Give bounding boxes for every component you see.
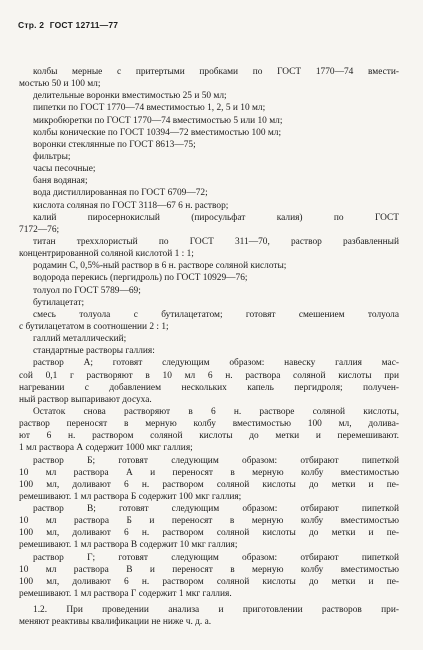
text-line: пипетки по ГОСТ 1770—74 вместимостью 1, 2, 5 и 10 мл; — [33, 103, 266, 114]
text-line: микробюретки по ГОСТ 1770—74 вместимостью 5 или 10 мл; — [33, 115, 283, 126]
page-header — [18, 20, 121, 30]
text-line: делительные воронки вместимостью 25 и 50 мл; — [33, 91, 227, 102]
text-line: мостью 50 и 100 мл; — [19, 79, 101, 90]
text-line: сой 0,1 г растворяют в 10 мл 6 н. раствора соляной кислоты при — [19, 370, 399, 381]
text-line: ют 6 н. раствором соляной кислоты до метки и перемешивают. — [19, 431, 399, 442]
text-line: стандартные растворы галлия: — [33, 346, 155, 357]
text-line: колбы конические по ГОСТ 10394—72 вместимостью 100 мл; — [33, 127, 282, 138]
text-line: смесь толуола с бутилацетатом; готовят смешением толуола — [33, 309, 399, 320]
text-line: колбы мерные с притертыми пробками по ГОСТ 1770—74 вмести- — [33, 67, 399, 77]
text-line: ремешивают. 1 мл раствора Г содержит 1 мкг галлия. — [19, 589, 232, 600]
text-line: раствор переносят в мерную колбу вместимостью 100 мл, долива- — [19, 419, 399, 430]
text-line: ремешивают. 1 мл раствора Б содержит 100 мкг галлия; — [19, 491, 242, 502]
text-line: 10 мл раствора В и переносят в мерную колбу вместимостью — [19, 564, 399, 575]
text-line: раствор Б; готовят следующим образом: отбирают пипеткой — [33, 455, 399, 466]
text-line: концентрированной соляной кислотой 1 : 1; — [19, 249, 194, 260]
text-line: 10 мл раствора Б и переносят в мерную колбу вместимостью — [19, 516, 399, 527]
text-line: ремешивают. 1 мл раствора В содержит 10 мкг галлия; — [19, 540, 238, 551]
text-line: родамин С, 0,5%-ный раствор в 6 н. растворе соляной кислоты; — [33, 261, 287, 272]
text-line: Остаток снова растворяют в 6 н. растворе соляной кислоты, — [33, 406, 399, 417]
text-line: часы песочные; — [33, 164, 96, 175]
page-label: Стр. 2 — [18, 20, 45, 30]
text-line: 10 мл раствора А и переносят в мерную колбу вместимостью — [19, 467, 399, 478]
text-line: калий пиросернокислый (пиросульфат калия) по ГОСТ — [33, 212, 399, 223]
text-line: 1 мл раствора А содержит 1000 мкг галлия; — [19, 443, 193, 454]
text-line: толуол по ГОСТ 5789—69; — [33, 285, 141, 296]
text-line: воронки стеклянные по ГОСТ 8613—75; — [33, 139, 196, 150]
text-line: 7172—76; — [19, 224, 60, 235]
text-line: баня водяная; — [33, 176, 88, 187]
text-line: вода дистиллированная по ГОСТ 6709—72; — [33, 188, 208, 199]
text-line: 100 мл, доливают 6 н. раствором соляной кислоты до метки и пе- — [19, 479, 399, 490]
text-line: раствор А; готовят следующим образом: навеску галлия мас- — [33, 358, 399, 369]
text-line: раствор В; готовят следующим образом: отбирают пипеткой — [33, 504, 399, 515]
text-line: с бутилацетатом в соотношении 2 : 1; — [19, 321, 169, 332]
document-body — [19, 66, 399, 628]
text-line: ный раствор выпаривают досуха. — [19, 394, 152, 405]
text-line: нагревании с добавлением нескольких капель пергидроля; получен- — [19, 382, 399, 393]
text-line: раствор Г; готовят следующим образом: отбирают пипеткой — [33, 552, 399, 563]
text-line: 1.2. При проведении анализа и приготовлении растворов при- — [33, 605, 399, 616]
text-line: кислота соляная по ГОСТ 3118—67 6 н. раствор; — [33, 200, 229, 211]
text-line: 100 мл, доливают 6 н. раствором соляной кислоты до метки и пе- — [19, 528, 399, 539]
text-line: фильтры; — [33, 151, 71, 162]
text-line: водорода перекись (пергидроль) по ГОСТ 10929—76; — [33, 273, 248, 284]
text-line: меняют реактивы квалификации не ниже ч. д. а. — [19, 617, 212, 628]
text-line: титан треххлористый по ГОСТ 311—70, раствор разбавленный — [33, 236, 399, 247]
text-line: 100 мл, доливают 6 н. раствором соляной кислоты до метки и пе- — [19, 576, 399, 587]
text-line: галлий металлический; — [33, 334, 127, 345]
text-line: бутилацетат; — [33, 297, 85, 308]
standard-number: ГОСТ 12711—77 — [49, 20, 119, 30]
